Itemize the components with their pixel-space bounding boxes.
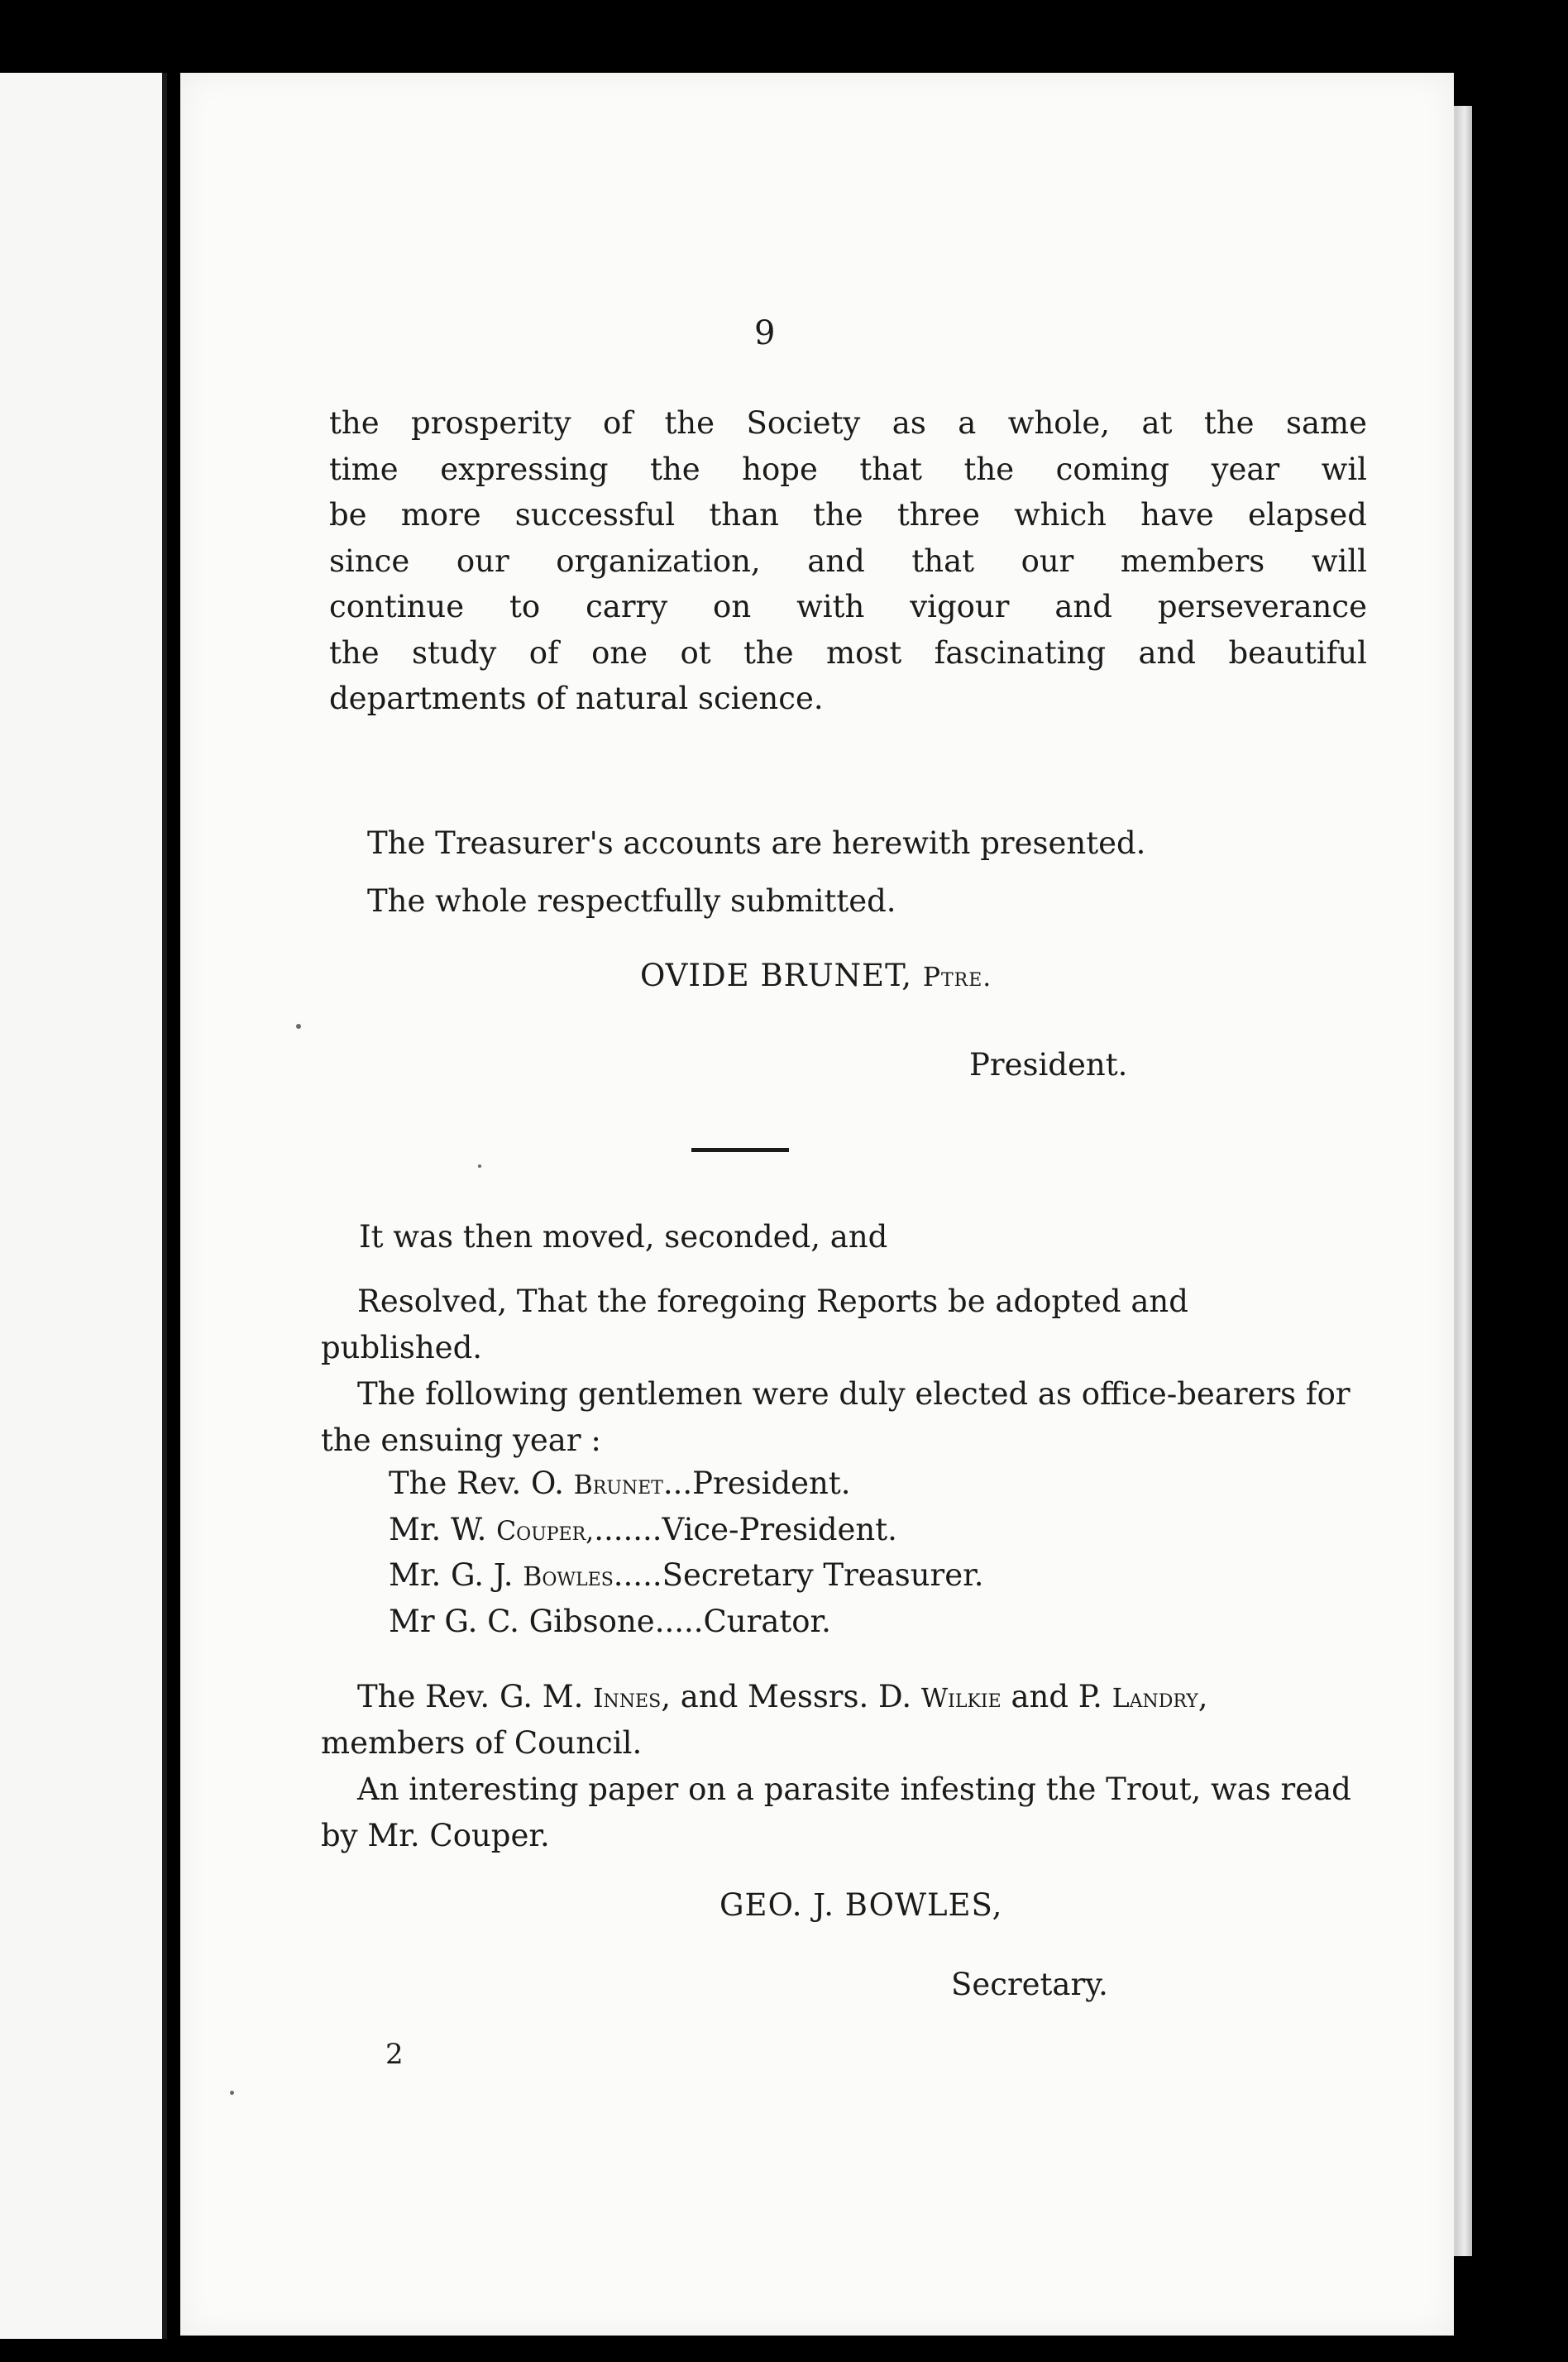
moved-line: It was then moved, seconded, and <box>359 1219 888 1255</box>
officer-row <box>389 1507 984 1553</box>
secretary-signature: GEO. J. BOWLES, <box>719 1887 1003 1923</box>
council-name: Landry <box>1111 1684 1198 1714</box>
ink-speck <box>296 1024 301 1029</box>
officer-row <box>389 1599 984 1645</box>
officer-name: Bowles <box>523 1562 614 1592</box>
paragraph-line: the prosperity of the Society as a whole, at the same <box>329 405 1367 441</box>
paragraph-line: continue to carry on with vigour and perseverance <box>329 589 1367 624</box>
council-name: Innes <box>593 1684 662 1714</box>
officer-name: Couper, <box>496 1516 595 1547</box>
officer-prefix: The Rev. O. <box>389 1465 574 1501</box>
officer-prefix: Mr. G. J. <box>389 1557 523 1593</box>
officer-row <box>389 1461 984 1507</box>
signature-name: OVIDE BRUNET, <box>640 958 913 993</box>
officer-row <box>389 1552 984 1599</box>
sheet-signature-mark: 2 <box>385 2038 404 2071</box>
paragraph-line: since our organization, and that our members will <box>329 543 1367 579</box>
paragraph-line: the study of one ot the most fascinating and beautiful <box>329 634 1367 671</box>
council-paragraph <box>321 1674 1355 1766</box>
president-signature <box>640 958 992 993</box>
officer-dots: ... <box>662 1465 693 1501</box>
officer-name: Brunet <box>573 1470 663 1500</box>
facing-page-edge <box>0 73 167 2339</box>
officer-office: Secretary Treasurer. <box>662 1557 984 1593</box>
secretary-title: Secretary. <box>951 1967 1108 2002</box>
book-page <box>180 73 1454 2336</box>
officer-dots: ..... <box>654 1603 704 1639</box>
paper-text: An interesting paper on a parasite infesting the Trout, was read by Mr. Couper. <box>321 1772 1351 1853</box>
ink-speck <box>478 1164 481 1168</box>
officer-office: Vice-President. <box>662 1511 897 1547</box>
paragraph-line: be more successful than the three which have elapsed <box>329 497 1367 533</box>
treasurer-line: The Treasurer's accounts are herewith presented. <box>367 825 1146 861</box>
resolved-text: Resolved, That the foregoing Reports be adopted and published. <box>321 1284 1188 1365</box>
paper-paragraph <box>321 1767 1355 1858</box>
paragraph-line: departments of natural science. <box>329 681 824 716</box>
president-title: President. <box>969 1047 1128 1083</box>
council-text: , and Messrs. D. <box>661 1679 921 1714</box>
submitted-line: The whole respectfully submitted. <box>367 883 896 919</box>
council-text: , members of Council. <box>321 1679 1208 1761</box>
officer-office: Curator. <box>703 1603 831 1639</box>
council-name: Wilkie <box>920 1684 1002 1714</box>
ink-speck <box>230 2091 234 2095</box>
officer-prefix: Mr. W. <box>389 1511 497 1547</box>
resolved-paragraph <box>321 1279 1355 1370</box>
council-text: The Rev. G. M. <box>357 1679 594 1714</box>
section-divider <box>691 1148 789 1152</box>
officer-office: President. <box>692 1465 851 1501</box>
election-text: The following gentlemen were duly elected as office-bearers for the ensuing year : <box>321 1376 1350 1458</box>
signature-suffix: Ptre. <box>922 963 992 992</box>
paragraph-line: time expressing the hope that the coming year wil <box>329 451 1367 487</box>
election-paragraph <box>321 1371 1355 1463</box>
officer-dots: ....... <box>594 1511 662 1547</box>
page-number: 9 <box>754 314 776 352</box>
closing-paragraph <box>329 400 1367 722</box>
officer-list <box>389 1461 984 1644</box>
council-text: and P. <box>1001 1679 1112 1714</box>
officer-name: Gibsone <box>528 1603 655 1639</box>
officer-prefix: Mr G. C. <box>389 1603 529 1639</box>
officer-dots: ..... <box>613 1557 662 1593</box>
